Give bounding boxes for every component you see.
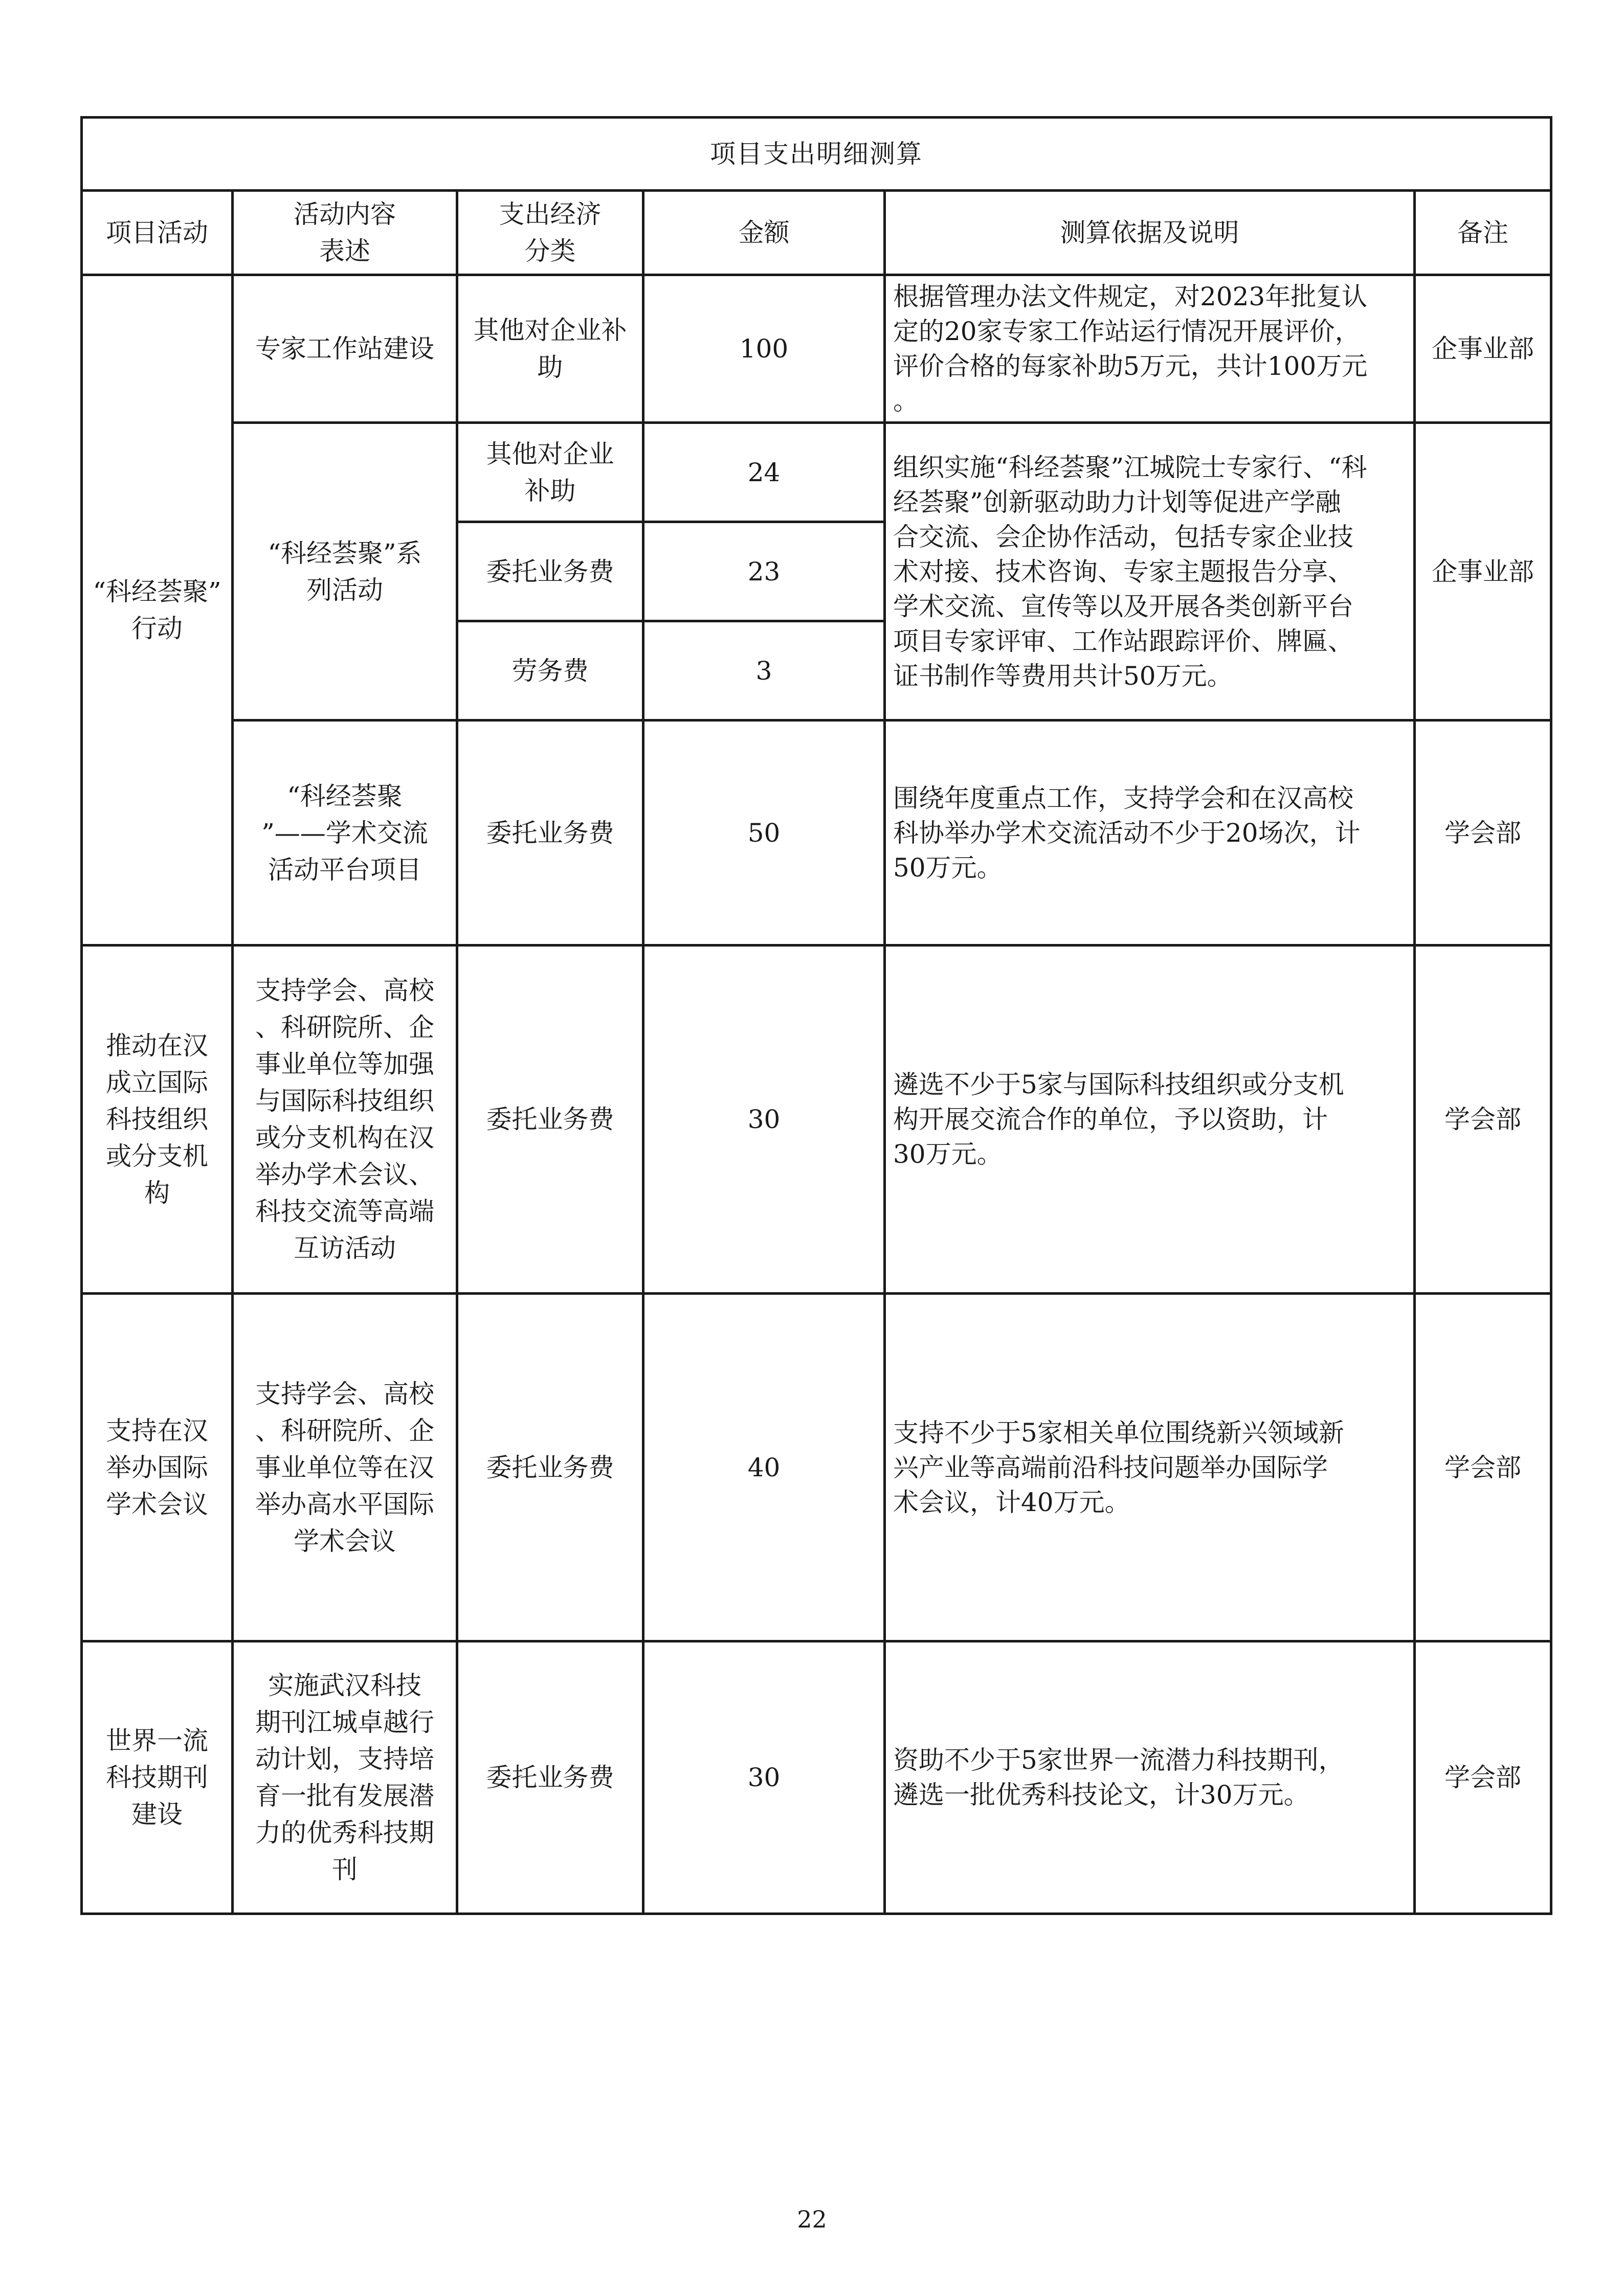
header-basis: 测算依据及说明 [885,191,1415,275]
basis-cell: 遴选不少于5家与国际科技组织或分支机 构开展交流合作的单位，予以资助，计 30万元。 [885,946,1415,1294]
note-cell: 企事业部 [1415,275,1551,423]
table-row [82,1294,1551,1641]
activity-cell: 世界一流 科技期刊 建设 [82,1641,233,1914]
amount-cell: 50 [643,721,885,946]
table-row [82,946,1551,1294]
activity-cell: 推动在汉 成立国际 科技组织 或分支机 构 [82,946,233,1294]
category-cell: 其他对企业补 助 [457,275,643,423]
amount-cell: 3 [643,621,885,721]
basis-cell: 根据管理办法文件规定，对2023年批复认 定的20家专家工作站运行情况开展评价， 评价合格的每家补助5万元，共计100万元 。 [885,275,1415,423]
category-cell: 劳务费 [457,621,643,721]
category-cell: 委托业务费 [457,721,643,946]
category-cell: 委托业务费 [457,946,643,1294]
header-category: 支出经济 分类 [457,191,643,275]
category-cell: 委托业务费 [457,1641,643,1914]
note-cell: 学会部 [1415,946,1551,1294]
note-cell: 学会部 [1415,1641,1551,1914]
content-cell: “科经荟聚”系 列活动 [233,423,457,721]
amount-cell: 24 [643,423,885,522]
amount-cell: 40 [643,1294,885,1641]
basis-cell: 支持不少于5家相关单位围绕新兴领域新 兴产业等高端前沿科技问题举办国际学 术会议，计40万元。 [885,1294,1415,1641]
table-title: 项目支出明细测算 [82,118,1551,191]
category-cell: 其他对企业 补助 [457,423,643,522]
note-cell: 学会部 [1415,1294,1551,1641]
table-row [82,275,1551,423]
content-cell: 实施武汉科技 期刊江城卓越行 动计划，支持培 育一批有发展潜 力的优秀科技期 刊 [233,1641,457,1914]
activity-cell: 支持在汉 举办国际 学术会议 [82,1294,233,1641]
basis-cell: 资助不少于5家世界一流潜力科技期刊， 遴选一批优秀科技论文，计30万元。 [885,1641,1415,1914]
table-row [82,721,1551,946]
amount-cell: 30 [643,946,885,1294]
note-cell: 企事业部 [1415,423,1551,721]
budget-detail-table [80,116,1552,1915]
header-note: 备注 [1415,191,1551,275]
header-content: 活动内容 表述 [233,191,457,275]
amount-cell: 30 [643,1641,885,1914]
table-row [82,1641,1551,1914]
amount-cell: 100 [643,275,885,423]
content-cell: 支持学会、高校 、科研院所、企 事业单位等加强 与国际科技组织 或分支机构在汉 举办学术会议、 科技交流等高端 互访活动 [233,946,457,1294]
header-activity: 项目活动 [82,191,233,275]
content-cell: “科经荟聚 ”——学术交流 活动平台项目 [233,721,457,946]
content-cell: 专家工作站建设 [233,275,457,423]
header-row [82,191,1551,275]
header-amount: 金额 [643,191,885,275]
activity-cell: “科经荟聚” 行动 [82,275,233,946]
basis-cell: 组织实施“科经荟聚”江城院士专家行、“科 经荟聚”创新驱动助力计划等促进产学融 合交流、会企协作活动，包括专家企业技 术对接、技术咨询、专家主题报告分享、 学术交流、宣传等以及开展各类创新平台 项目专家评审、工作站跟踪评价、牌匾、 证书制作等费用共计50万元。 [885,423,1415,721]
category-cell: 委托业务费 [457,1294,643,1641]
table-row [82,423,1551,522]
basis-cell: 围绕年度重点工作，支持学会和在汉高校 科协举办学术交流活动不少于20场次，计 50万元。 [885,721,1415,946]
page-number: 22 [797,2205,827,2233]
note-cell: 学会部 [1415,721,1551,946]
content-cell: 支持学会、高校 、科研院所、企 事业单位等在汉 举办高水平国际 学术会议 [233,1294,457,1641]
amount-cell: 23 [643,522,885,621]
category-cell: 委托业务费 [457,522,643,621]
